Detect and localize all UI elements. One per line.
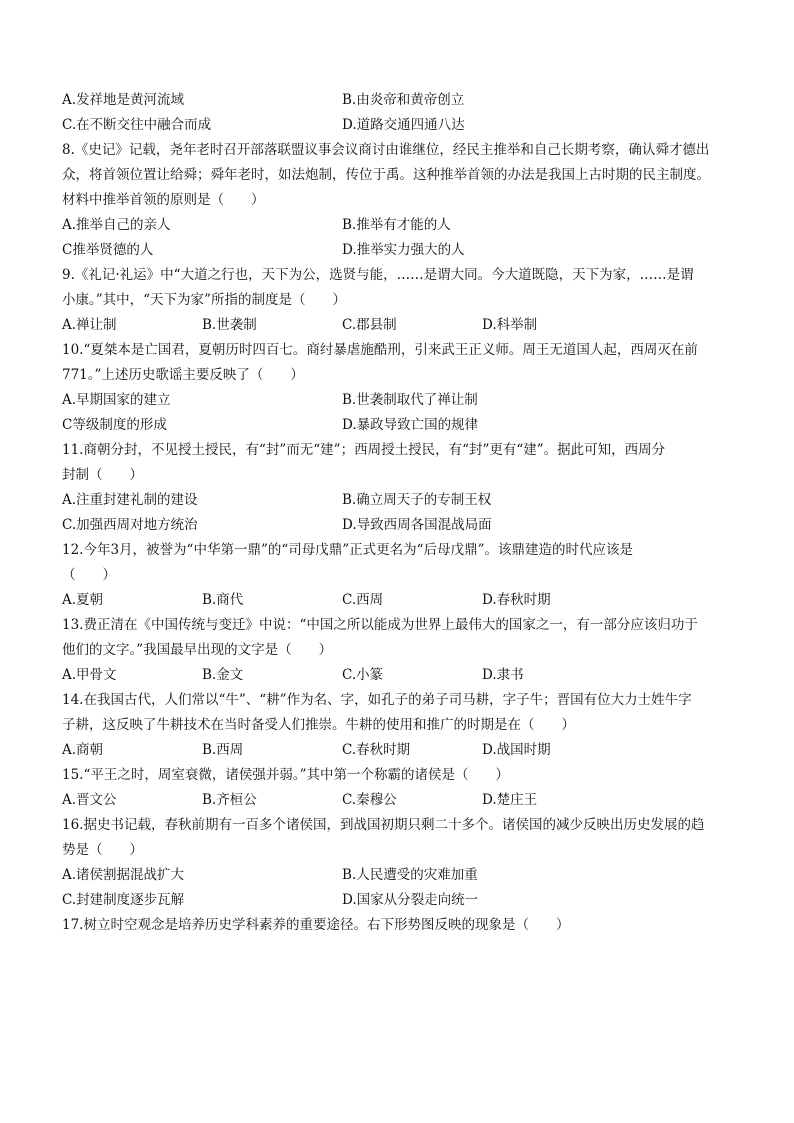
question-text-line: 17.树立时空观念是培养历史学科素养的重要途径。右下形势图反映的现象是（ ） bbox=[62, 917, 570, 933]
question-text-line: 8.《史记》记载，尧年老时召开部落联盟议事会议商讨由谁继位，经民主推举和自己长期考察，确认舜才德出 bbox=[62, 142, 710, 158]
answer-options-row bbox=[62, 588, 732, 613]
question-text-line: 12.今年3月，被誉为“中华第一鼎”的“司母戊鼎”正式更名为“后母戊鼎”。该鼎建造的时代应该是 bbox=[62, 542, 633, 558]
answer-options-row bbox=[62, 113, 732, 138]
answer-options-row bbox=[62, 788, 732, 813]
answer-options-row bbox=[62, 663, 732, 688]
answer-option: C.西周 bbox=[342, 592, 384, 608]
answer-options-row bbox=[62, 313, 732, 338]
question-text-line: 众，将首领位置让给舜；舜年老时，如法炮制，传位于禹。这种推举首领的办法是我国上古时期的民主制度。 bbox=[62, 167, 710, 183]
answer-option: A.诸侯割据混战扩大 bbox=[62, 867, 185, 883]
answer-option: A.发祥地是黄河流域 bbox=[62, 92, 185, 108]
answer-options-row bbox=[62, 238, 732, 263]
answer-option: C.在不断交往中融合而成 bbox=[62, 117, 212, 133]
answer-option: D.战国时期 bbox=[482, 742, 551, 758]
question-text-line: 小康。”其中，“天下为家”所指的制度是（ ） bbox=[62, 292, 346, 308]
answer-options-row bbox=[62, 413, 732, 438]
answer-option: A.甲骨文 bbox=[62, 667, 117, 683]
answer-option: C.加强西周对地方统治 bbox=[62, 517, 198, 533]
question-text-line: 9.《礼记·礼运》中“大道之行也，天下为公，选贤与能，……是谓大同。今大道既隐，天下为家，……是谓 bbox=[62, 267, 694, 283]
answer-option: D.楚庄王 bbox=[482, 792, 538, 808]
answer-option: C.秦穆公 bbox=[342, 792, 397, 808]
answer-option: A.夏朝 bbox=[62, 592, 104, 608]
exam-page bbox=[62, 88, 732, 938]
answer-option: B.商代 bbox=[202, 592, 244, 608]
answer-option: A.商朝 bbox=[62, 742, 104, 758]
question-text-line: 13.费正清在《中国传统与变迁》中说：“中国之所以能成为世界上最伟大的国家之一，有一部分应该归功于 bbox=[62, 617, 698, 633]
question-text-line: 他们的文字。”我国最早出现的文字是（ ） bbox=[62, 642, 333, 658]
answer-option: D.隶书 bbox=[482, 667, 524, 683]
answer-option: D.国家从分裂走向统一 bbox=[342, 892, 479, 908]
answer-option: C.小篆 bbox=[342, 667, 384, 683]
answer-options-row bbox=[62, 88, 732, 113]
answer-option: A.禅让制 bbox=[62, 317, 117, 333]
answer-option: C.郡县制 bbox=[342, 317, 397, 333]
question-text-line: 16.据史书记载，春秋前期有一百多个诸侯国，到战国初期只剩二十多个。诸侯国的减少反映出历史发展的趋 bbox=[62, 817, 705, 833]
answer-option: C等级制度的形成 bbox=[62, 417, 167, 433]
answer-option: D.科举制 bbox=[482, 317, 538, 333]
answer-option: D.道路交通四通八达 bbox=[342, 117, 465, 133]
answer-option: A.推举自己的亲人 bbox=[62, 217, 171, 233]
answer-options-row bbox=[62, 388, 732, 413]
answer-option: D.导致西周各国混战局面 bbox=[342, 517, 492, 533]
answer-option: B.人民遭受的灾难加重 bbox=[342, 867, 478, 883]
answer-option: D.暴政导致亡国的规律 bbox=[342, 417, 479, 433]
answer-options-row bbox=[62, 513, 732, 538]
answer-option: B.推举有才能的人 bbox=[342, 217, 451, 233]
answer-option: B.由炎帝和黄帝创立 bbox=[342, 92, 465, 108]
answer-option: A.注重封建礼制的建设 bbox=[62, 492, 198, 508]
answer-option: B.金文 bbox=[202, 667, 244, 683]
question-text-line: 10.“夏桀本是亡国君，夏朝历时四百七。商纣暴虐施酷刑，引来武王正义师。周王无道国人起，西周灭在前 bbox=[62, 342, 698, 358]
question-text-line: 14.在我国古代，人们常以“牛”、“耕”作为名、字，如孔子的弟子司马耕，字子牛；晋国有位大力士姓牛字 bbox=[62, 692, 692, 708]
answer-options-row bbox=[62, 213, 732, 238]
answer-option: B.齐桓公 bbox=[202, 792, 257, 808]
answer-options-row bbox=[62, 488, 732, 513]
question-text-line: 11.商朝分封，不见授土授民，有“封”而无“建”；西周授土授民，有“封”更有“建”。据此可知，西周分 bbox=[62, 442, 666, 458]
answer-option: B.世袭制取代了禅让制 bbox=[342, 392, 478, 408]
question-text-line: 771。”上述历史歌谣主要反映了（ ） bbox=[62, 367, 304, 383]
question-text-line: 子耕，这反映了牛耕技术在当时备受人们推崇。牛耕的使用和推广的时期是在（ ） bbox=[62, 717, 575, 733]
answer-option: A.晋文公 bbox=[62, 792, 117, 808]
answer-options-row bbox=[62, 863, 732, 888]
answer-option: D.推举实力强大的人 bbox=[342, 242, 465, 258]
question-text-line: 势是（ ） bbox=[62, 842, 143, 858]
answer-option: B.世袭制 bbox=[202, 317, 257, 333]
answer-option: C.春秋时期 bbox=[342, 742, 411, 758]
answer-option: B.确立周天子的专制王权 bbox=[342, 492, 492, 508]
answer-option: D.春秋时期 bbox=[482, 592, 551, 608]
question-text-line: （ ） bbox=[62, 567, 116, 583]
question-text-line: 15.“平王之时，周室衰微，诸侯强并弱。”其中第一个称霸的诸侯是（ ） bbox=[62, 767, 510, 783]
question-text-line: 封制（ ） bbox=[62, 467, 143, 483]
answer-option: B.西周 bbox=[202, 742, 244, 758]
answer-option: C推举贤德的人 bbox=[62, 242, 154, 258]
answer-option: A.早期国家的建立 bbox=[62, 392, 171, 408]
answer-options-row bbox=[62, 738, 732, 763]
answer-option: C.封建制度逐步瓦解 bbox=[62, 892, 185, 908]
question-text-line: 材料中推举首领的原则是（ ） bbox=[62, 192, 265, 208]
answer-options-row bbox=[62, 888, 732, 913]
